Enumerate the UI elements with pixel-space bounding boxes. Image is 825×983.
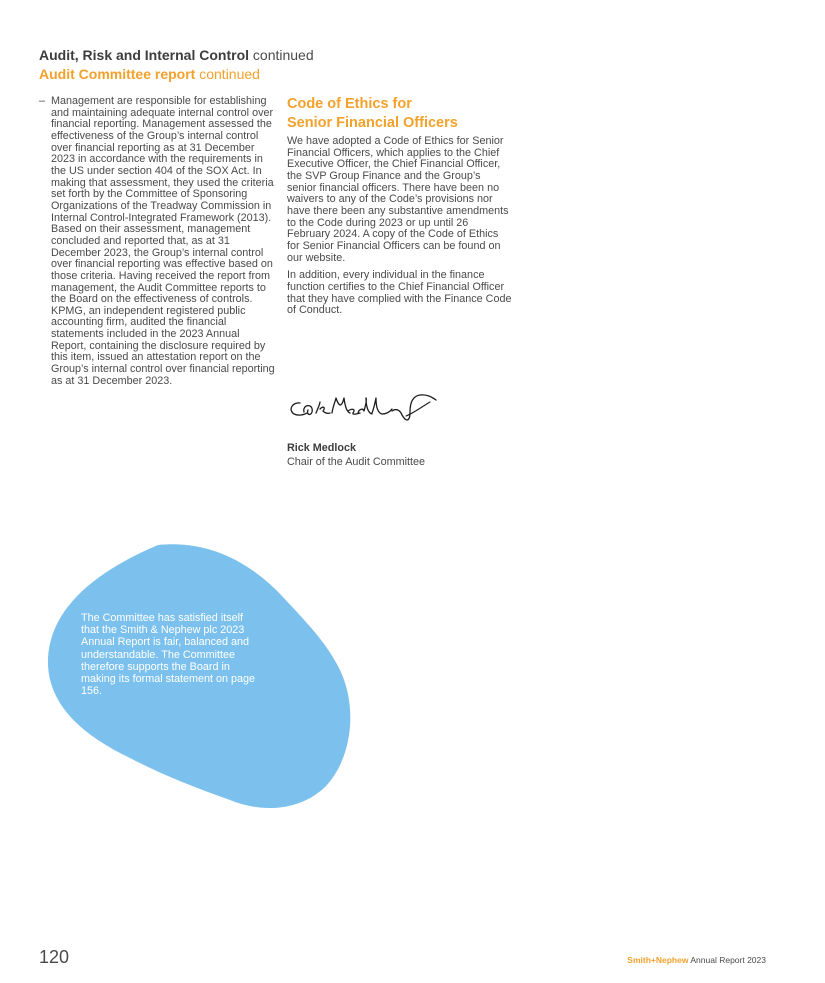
subsection-title-suffix: continued [199, 66, 260, 82]
right-column [287, 95, 512, 323]
subsection-title [39, 65, 539, 84]
section-title [39, 46, 539, 65]
footer-brand [627, 955, 766, 966]
report-label: Annual Report 2023 [690, 955, 766, 965]
signatory-name: Rick Medlock [287, 442, 357, 454]
bullet-marker: – [39, 95, 46, 107]
brand-name: Smith+Nephew [627, 955, 689, 965]
section-title-main: Audit, Risk and Internal Control [39, 47, 250, 63]
callout-text: The Committee has satisfied itself that the Smith & Nephew plc 2023 Annual Report is fair, balanced and understandable. The Committee therefore supports the Board in making its formal statement on page 156. [81, 612, 256, 698]
finance-certification-paragraph: In addition, every individual in the finance function certifies to the Chief Financial Officer that they have complied with the Finance Code of Conduct. [287, 269, 512, 317]
page-number: 120 [39, 947, 70, 967]
page-header [39, 46, 539, 84]
code-of-ethics-heading [287, 95, 512, 133]
section-title-suffix: continued [252, 47, 314, 63]
subsection-title-main: Audit Committee report [39, 66, 196, 82]
signature-image [286, 386, 446, 432]
signatory-block [287, 441, 425, 469]
signatory-role: Chair of the Audit Committee [287, 456, 426, 468]
heading-line-1: Code of Ethics for [287, 96, 412, 112]
list-item [39, 96, 275, 387]
bullet-text: Management are responsible for establishing and maintaining adequate internal control over financial reporting. Management assessed the effectiveness of the Group’s internal control over financial reporting as at 31 December 2023 in accordance with the requirements in the US under section 404 of the SOX Act. In making that assessment, they used the criteria set forth by the Committee of Sponsoring Organizations of the Treadway Commission in Internal Control-Integrated Framework (2013). Based on their assessment, management concluded and reported that, as at 31 December 2023, the Group’s internal control over financial reporting was effective based on those criteria. Having received the report from management, the Audit Committee reports to the Board on the effectiveness of controls. KPMG, an independent registered public accounting firm, audited the financial statements included in the 2023 Annual Report, containing the disclosure required by this item, issued an attestation report on the Group’s internal control over financial reporting as at 31 December 2023. [51, 95, 275, 387]
left-column [39, 96, 275, 387]
heading-line-2: Senior Financial Officers [287, 115, 458, 131]
code-of-ethics-paragraph: We have adopted a Code of Ethics for Senior Financial Officers, which applies to the Chief Executive Officer, the Chief Financial Officer, the SVP Group Finance and the Group’s senior financial officers. There have been no waivers to any of the Code’s provisions nor have there been any substantive amendments to the Code during 2023 or up until 26 February 2024. A copy of the Code of Ethics for Senior Financial Officers can be found on our website. [287, 135, 509, 264]
